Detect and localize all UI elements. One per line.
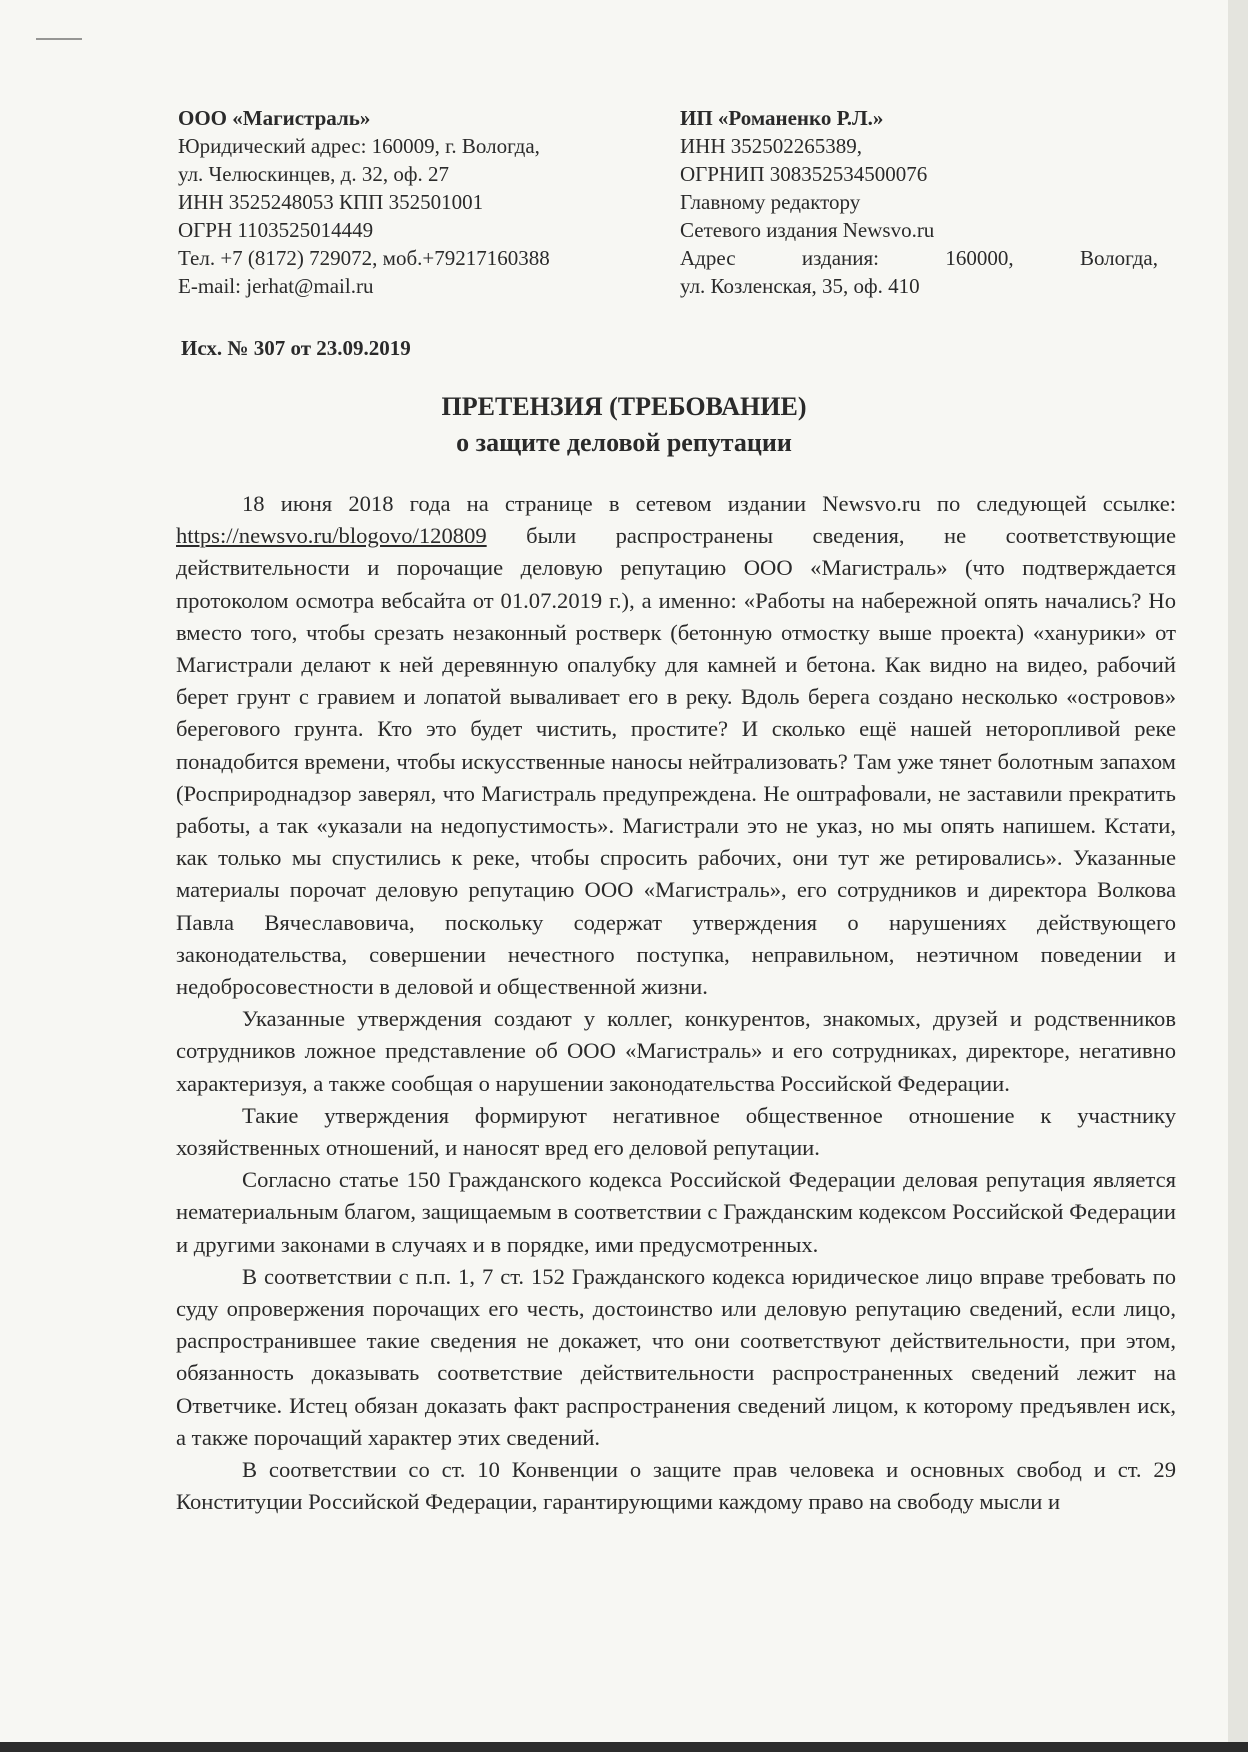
sender-line: ИНН 3525248053 КПП 352501001 (178, 190, 484, 214)
source-link[interactable]: https://newsvo.ru/blogovo/120809 (176, 523, 487, 549)
outgoing-reference: Исх. № 307 от 23.09.2019 (181, 336, 411, 360)
recipient-line: Главному редактору (680, 190, 861, 214)
paragraph-text: 18 июня 2018 года на странице в сетевом издании Newsvo.ru по следующей ссылке: (242, 491, 1176, 516)
paragraph: Такие утверждения формируют негативное общественное отношение к участнику хозяйственных отношений, и наносят вред его деловой репутации. (176, 1102, 1176, 1161)
recipient-line: ИНН 352502265389, (680, 134, 862, 158)
recipient-address-street: ул. Козленская, 35, оф. 410 (680, 274, 920, 298)
recipient-block (680, 104, 1158, 300)
paragraph: В соответствии с п.п. 1, 7 ст. 152 Гражданского кодекса юридическое лицо вправе требовать по суду опровержения порочащих его честь, достоинство или деловую репутацию сведений, если лицо, распространившее такие сведения не докажет, что они соответствуют действительности, при этом, обязанность доказывать соответствие действительности распространенных сведений лежит на Ответчике. Истец обязан доказать факт распространения сведений лицом, к которому предъявлен иск, а также порочащий характер этих сведений. (176, 1263, 1176, 1450)
paragraph-text: были распространены сведения, не соответствующие действительности и порочащие деловую репутацию ООО «Магистраль» (что подтверждается протоколом осмотра вебсайта от 01.07.2019 г.), а именно: «Работы на набережной опять начались? Но вместо того, чтобы срезать незаконный ростверк (бетонную отмостку выше проекта) «ханурики» от Магистрали делают к ней деревянную опалубку для камней и бетона. Как видно на видео, рабочий берет грунт с гравием и лопатой вываливает его в реку. Вдоль берега создано несколько «островов» берегового грунта. Кто это будет чистить, простите? И сколько ещё нашей неторопливой реке понадобится времени, чтобы искусственные наносы нейтрализовать? Там уже тянет болотным запахом (Росприроднадзор заверял, что Магистраль предупреждена. Не оштрафовали, не заставили прекратить работы, а так «указали на недопустимость». Магистрали это не указ, но мы опять напишем. Кстати, как только мы спустились к реке, чтобы спросить рабочих, они тут же ретировались». Указанные материалы порочат деловую репутацию ООО «Магистраль», его сотрудников и директора Волкова Павла Вячеславовича, поскольку содержат утверждения о нарушениях действующего законодательства, совершении нечестного поступка, неправильном, неэтичном поведении и недобросовестности в деловой и общественной жизни. (176, 523, 1176, 1000)
scan-mark (36, 38, 82, 40)
sender-line: Тел. +7 (8172) 729072, моб.+79217160388 (178, 246, 550, 270)
paragraph: Указанные утверждения создают у коллег, конкурентов, знакомых, друзей и родственников сотрудников ложное представление об ООО «Магистраль» и его сотрудниках, директоре, негативно характеризуя, а также сообщая о нарушении законодательства Российской Федерации. (176, 1006, 1176, 1096)
scan-edge-bottom (0, 1742, 1248, 1752)
scan-edge-right (1228, 0, 1248, 1752)
document-subtitle: о защите деловой репутации (456, 428, 792, 457)
sender-email: E-mail: jerhat@mail.ru (178, 274, 374, 298)
recipient-line: Сетевого издания Newsvo.ru (680, 218, 935, 242)
document-body (176, 488, 1176, 1519)
paragraph: В соответствии со ст. 10 Конвенции о защите прав человека и основных свобод и ст. 29 Конституции Российской Федерации, гарантирующими каждому право на свободу мысли и (176, 1457, 1176, 1515)
address-word: Вологда, (1079, 246, 1158, 270)
paragraph (176, 488, 1176, 1003)
paragraph: Согласно статье 150 Гражданского кодекса Российской Федерации деловая репутация является нематериальным благом, защищаемым в соответствии с Гражданским кодексом Российской Федерации и другими законами в случаях и в порядке, ими предусмотренных. (176, 1167, 1176, 1257)
document-title: ПРЕТЕНЗИЯ (ТРЕБОВАНИЕ) (441, 392, 807, 421)
address-word: 160000, (945, 246, 1014, 270)
sender-block (178, 104, 638, 300)
sender-line: Юридический адрес: 160009, г. Вологда, (178, 134, 540, 158)
address-word: Адрес (680, 246, 736, 270)
sender-line: ОГРН 1103525014449 (178, 218, 374, 242)
address-word: издания: (801, 246, 879, 270)
recipient-address (680, 244, 1158, 272)
sender-name: ООО «Магистраль» (178, 106, 371, 130)
recipient-name: ИП «Романенко Р.Л.» (680, 106, 884, 130)
sender-line: ул. Челюскинцев, д. 32, оф. 27 (178, 162, 449, 186)
recipient-line: ОГРНИП 308352534500076 (680, 162, 928, 186)
